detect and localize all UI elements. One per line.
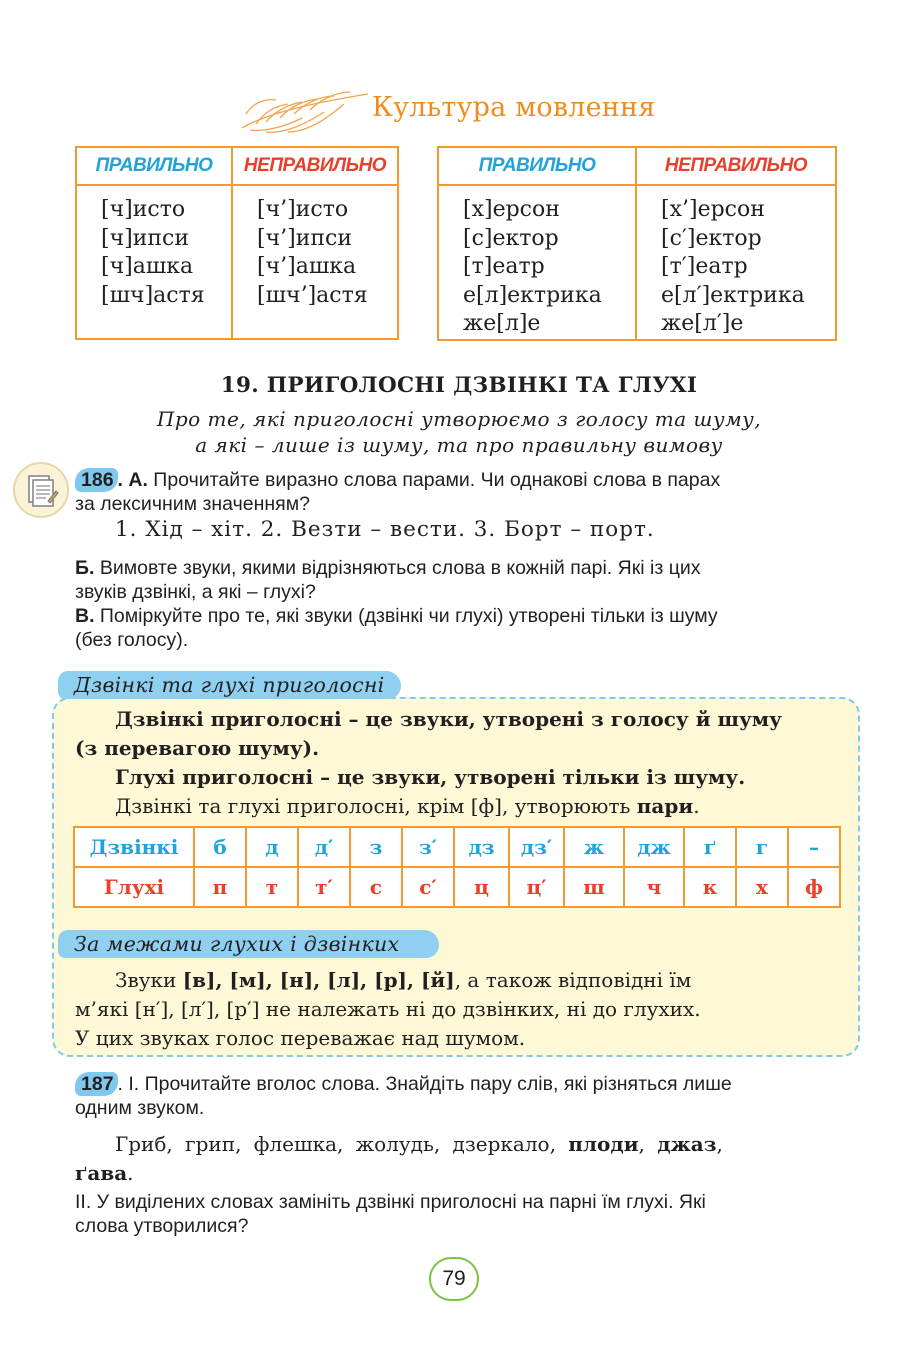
sound-cell: ц′ xyxy=(509,867,564,907)
part-label: В. xyxy=(75,605,95,627)
rule-text: . xyxy=(693,794,700,818)
correct-header: ПРАВИЛЬНО xyxy=(76,147,232,185)
sound-cell: – xyxy=(788,827,840,867)
word: [ч]ашка xyxy=(101,254,194,280)
sound-cell: дж xyxy=(624,827,684,867)
sound-cell: г xyxy=(736,827,788,867)
word: [ч]исто xyxy=(101,197,186,222)
emphasis: [в], [м], [н], [л], [р], [й] xyxy=(182,968,455,992)
correct-column xyxy=(438,185,636,340)
word: [ч’]ашка xyxy=(257,254,357,280)
notebook-icon xyxy=(12,461,70,519)
voiceless-row xyxy=(74,867,840,907)
sound-cell: д xyxy=(246,827,298,867)
page-number: 79 xyxy=(429,1257,479,1301)
task-text: (без голосу). xyxy=(75,629,189,651)
feather-ornament-icon xyxy=(236,84,376,140)
definition: – це звуки, утворені тільки із шуму. xyxy=(313,765,746,789)
lesson-subtitle: Про те, які приголосні утворюємо з голосу та шуму, xyxy=(156,407,762,431)
task-text: звуків дзвінкі, а які – глухі? xyxy=(75,581,316,603)
task-text: Вимовте звуки, якими відрізняються слова в кожній парі. Які із цих xyxy=(94,557,701,579)
sound-cell: ч xyxy=(624,867,684,907)
task-text: за лексичним значенням? xyxy=(75,493,310,515)
word: [ч]ипси xyxy=(101,225,190,251)
rule-text: Звуки xyxy=(115,968,183,992)
task-text: Прочитайте виразно слова парами. Чи однакові слова в парах xyxy=(147,469,721,491)
definition: – це звуки, утворені з голосу й шуму xyxy=(341,707,782,731)
exercise-187-ii xyxy=(75,1190,845,1238)
word: е[л′]ектрика xyxy=(661,282,805,308)
sound-cell: с′ xyxy=(402,867,454,907)
lesson-subtitle: а які – лише із шуму, та про правильну вимову xyxy=(195,433,723,457)
word: [т′]еатр xyxy=(661,254,748,280)
word: [шч’]астя xyxy=(257,282,368,308)
highlighted-word: плоди xyxy=(568,1132,639,1156)
highlighted-word: джаз xyxy=(657,1132,717,1156)
sound-cell: х xyxy=(736,867,788,907)
row-label: Глухі xyxy=(74,867,194,907)
sound-cell: б xyxy=(194,827,246,867)
word: е[л]ектрика xyxy=(463,282,602,308)
rule-voiceless xyxy=(115,763,845,792)
word: [ч’]ипси xyxy=(257,225,353,251)
sound-cell: д′ xyxy=(298,827,350,867)
highlighted-word: ґава xyxy=(75,1161,128,1185)
rule-heading-ribbon: За межами глухих і дзвінких xyxy=(58,930,439,958)
word: [х’]ерсон xyxy=(661,197,765,222)
word: [с]ектор xyxy=(463,225,559,251)
word: [шч]астя xyxy=(101,282,205,308)
exercise-number: 187 xyxy=(75,1072,118,1096)
exercise-187-i xyxy=(75,1072,845,1120)
term: Дзвінкі приголосні xyxy=(115,707,342,731)
sound-cell: к xyxy=(684,867,736,907)
sound-cell: ж xyxy=(564,827,624,867)
word: [т]еатр xyxy=(463,254,545,280)
sound-pairs-table xyxy=(73,826,841,908)
word: [ч’]исто xyxy=(257,197,349,222)
exercise-187-words xyxy=(75,1130,845,1188)
task-text: слова утворилися? xyxy=(75,1215,249,1237)
exercise-186-c xyxy=(75,604,845,652)
sound-cell: ш xyxy=(564,867,624,907)
separator: . xyxy=(127,1161,134,1185)
voiced-row xyxy=(74,827,840,867)
word: же[л′]е xyxy=(661,311,744,337)
row-label: Дзвінкі xyxy=(74,827,194,867)
task-text: Поміркуйте про те, які звуки (дзвінкі чи глухі) утворені тільки із шуму xyxy=(94,605,718,627)
part-label: Б. xyxy=(75,557,95,579)
sound-cell: п xyxy=(194,867,246,907)
word: же[л]е xyxy=(463,311,541,337)
definition: (з перевагою шуму). xyxy=(75,736,320,760)
sound-cell: з xyxy=(350,827,402,867)
word-pairs: 1. Хід – хіт. 2. Везти – вести. 3. Борт – порт. xyxy=(115,517,655,542)
exercise-number: 186 xyxy=(75,468,118,492)
task-text: ІІ. У виділених словах замініть дзвінкі приголосні на парні їм глухі. Які xyxy=(75,1191,706,1213)
emphasis: пари xyxy=(636,794,694,818)
exercise-186-b xyxy=(75,556,845,604)
sound-cell: ц xyxy=(454,867,509,907)
wrong-column xyxy=(232,185,398,339)
pronunciation-table-left xyxy=(75,146,399,340)
separator: , xyxy=(716,1132,723,1156)
correct-header: ПРАВИЛЬНО xyxy=(438,147,636,185)
rule-heading-ribbon: Дзвінкі та глухі приголосні xyxy=(58,671,401,699)
section-title: Культура мовлення xyxy=(372,92,656,123)
sound-cell: т′ xyxy=(298,867,350,907)
wrong-header: НЕПРАВИЛЬНО xyxy=(232,147,398,185)
rule-text: Дзвінкі та глухі приголосні, крім [ф], утворюють xyxy=(115,794,637,818)
wrong-header: НЕПРАВИЛЬНО xyxy=(636,147,836,185)
words: Гриб, грип, флешка, жолудь, дзеркало, xyxy=(115,1132,569,1156)
correct-column xyxy=(76,185,232,339)
lesson-title: 19. ПРИГОЛОСНІ ДЗВІНКІ ТА ГЛУХІ xyxy=(220,373,698,398)
rule-text: , а також відповідні їм xyxy=(454,968,692,992)
wrong-column xyxy=(636,185,836,340)
sound-cell: т xyxy=(246,867,298,907)
rule-pairs xyxy=(115,792,845,821)
term: Глухі приголосні xyxy=(115,765,314,789)
rule-text: У цих звуках голос переважає над шумом. xyxy=(75,1026,526,1050)
sound-cell: ф xyxy=(788,867,840,907)
pronunciation-table-right xyxy=(437,146,837,341)
exercise-186-a xyxy=(75,468,845,516)
rule-voiced xyxy=(75,705,845,763)
sound-cell: ґ xyxy=(684,827,736,867)
word: [с′]ектор xyxy=(661,225,762,251)
task-text: одним звуком. xyxy=(75,1097,205,1119)
rule-text: м’які [н′], [л′], [р′] не належать ні до дзвінких, ні до глухих. xyxy=(75,997,701,1021)
task-text: . І. Прочитайте вголос слова. Знайдіть пару слів, які різняться лише xyxy=(117,1073,732,1095)
sound-cell: дз xyxy=(454,827,509,867)
separator: , xyxy=(638,1132,658,1156)
word: [х]ерсон xyxy=(463,197,560,222)
sound-cell: дз′ xyxy=(509,827,564,867)
rule-sonorants xyxy=(75,966,845,1053)
sound-cell: с xyxy=(350,867,402,907)
sound-cell: з′ xyxy=(402,827,454,867)
part-label: . А. xyxy=(117,469,148,491)
